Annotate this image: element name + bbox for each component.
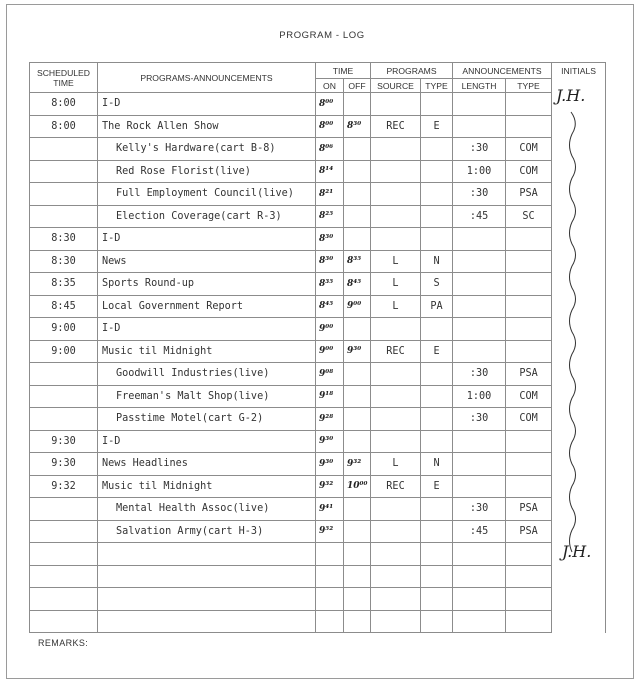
announcement-length-cell bbox=[453, 610, 506, 633]
time-on-cell: 9⁴¹ bbox=[316, 498, 344, 521]
time-off-cell: 9³⁰ bbox=[344, 340, 371, 363]
program-source-cell bbox=[371, 610, 421, 633]
header-time: TIME bbox=[316, 63, 371, 79]
header-initials: INITIALS bbox=[552, 63, 606, 93]
header-announcements: ANNOUNCEMENTS bbox=[453, 63, 552, 79]
time-off-cell: 8³⁵ bbox=[344, 250, 371, 273]
program-type-cell bbox=[421, 385, 453, 408]
time-on-cell bbox=[316, 588, 344, 611]
initials-cell bbox=[552, 520, 606, 543]
program-source-cell bbox=[371, 385, 421, 408]
program-cell: Kelly's Hardware(cart B-8) bbox=[98, 138, 316, 161]
time-on-cell: 8⁰⁰ bbox=[316, 115, 344, 138]
program-type-cell bbox=[421, 363, 453, 386]
announcement-length-cell bbox=[453, 273, 506, 296]
time-on-cell: 9¹⁸ bbox=[316, 385, 344, 408]
program-type-cell bbox=[421, 228, 453, 251]
program-cell: News bbox=[98, 250, 316, 273]
announcement-length-cell bbox=[453, 430, 506, 453]
announcement-length-cell bbox=[453, 475, 506, 498]
program-cell: News Headlines bbox=[98, 453, 316, 476]
header-on: ON bbox=[316, 79, 344, 93]
announcement-length-cell bbox=[453, 295, 506, 318]
time-on-cell: 8¹⁴ bbox=[316, 160, 344, 183]
announcement-type-cell: COM bbox=[506, 408, 552, 431]
program-type-cell bbox=[421, 408, 453, 431]
program-cell: Mental Health Assoc(live) bbox=[98, 498, 316, 521]
announcement-length-cell: :30 bbox=[453, 498, 506, 521]
announcement-length-cell bbox=[453, 228, 506, 251]
scheduled-time-cell: 8:00 bbox=[30, 115, 98, 138]
log-row bbox=[30, 565, 606, 588]
log-row bbox=[30, 93, 606, 116]
program-cell: Local Government Report bbox=[98, 295, 316, 318]
time-off-cell bbox=[344, 498, 371, 521]
program-source-cell bbox=[371, 498, 421, 521]
initials-cell bbox=[552, 205, 606, 228]
announcement-type-cell: PSA bbox=[506, 183, 552, 206]
time-off-cell bbox=[344, 430, 371, 453]
header-off: OFF bbox=[344, 79, 371, 93]
initials-cell bbox=[552, 115, 606, 138]
program-source-cell: L bbox=[371, 273, 421, 296]
log-row bbox=[30, 408, 606, 431]
program-cell bbox=[98, 543, 316, 566]
time-on-cell: 8³⁵ bbox=[316, 273, 344, 296]
log-row bbox=[30, 205, 606, 228]
time-on-cell: 8⁰⁶ bbox=[316, 138, 344, 161]
log-row bbox=[30, 385, 606, 408]
initials-cell bbox=[552, 453, 606, 476]
time-off-cell bbox=[344, 228, 371, 251]
time-on-cell: 9⁵² bbox=[316, 520, 344, 543]
announcement-type-cell bbox=[506, 228, 552, 251]
announcement-length-cell bbox=[453, 115, 506, 138]
program-source-cell bbox=[371, 205, 421, 228]
initials-cell bbox=[552, 430, 606, 453]
announcement-length-cell bbox=[453, 318, 506, 341]
announcement-length-cell: 1:00 bbox=[453, 160, 506, 183]
log-row bbox=[30, 520, 606, 543]
program-cell bbox=[98, 565, 316, 588]
program-type-cell: E bbox=[421, 475, 453, 498]
time-off-cell bbox=[344, 363, 371, 386]
announcement-type-cell bbox=[506, 93, 552, 116]
initials-cell bbox=[552, 138, 606, 161]
announcement-type-cell bbox=[506, 588, 552, 611]
header-length: LENGTH bbox=[453, 79, 506, 93]
program-source-cell bbox=[371, 138, 421, 161]
log-row bbox=[30, 250, 606, 273]
announcement-type-cell bbox=[506, 273, 552, 296]
program-type-cell bbox=[421, 430, 453, 453]
initials-cell bbox=[552, 318, 606, 341]
program-type-cell: N bbox=[421, 250, 453, 273]
page-title: PROGRAM - LOG bbox=[279, 30, 365, 41]
scheduled-time-cell bbox=[30, 565, 98, 588]
time-on-cell: 9⁰⁸ bbox=[316, 363, 344, 386]
program-cell bbox=[98, 588, 316, 611]
time-on-cell bbox=[316, 610, 344, 633]
time-off-cell bbox=[344, 408, 371, 431]
program-cell: Passtime Motel(cart G-2) bbox=[98, 408, 316, 431]
time-off-cell bbox=[344, 543, 371, 566]
time-on-cell bbox=[316, 565, 344, 588]
program-cell: Music til Midnight bbox=[98, 340, 316, 363]
scheduled-time-cell bbox=[30, 385, 98, 408]
log-row bbox=[30, 183, 606, 206]
time-on-cell bbox=[316, 543, 344, 566]
initials-cell bbox=[552, 340, 606, 363]
initials-cell bbox=[552, 610, 606, 633]
scheduled-time-cell bbox=[30, 588, 98, 611]
program-type-cell: N bbox=[421, 453, 453, 476]
log-body bbox=[30, 93, 606, 633]
initials-cell bbox=[552, 498, 606, 521]
time-off-cell bbox=[344, 520, 371, 543]
time-on-cell: 9³⁰ bbox=[316, 430, 344, 453]
program-cell: I-D bbox=[98, 318, 316, 341]
time-on-cell: 8⁰⁰ bbox=[316, 93, 344, 116]
scheduled-time-cell bbox=[30, 160, 98, 183]
initials-cell bbox=[552, 273, 606, 296]
time-on-cell: 9³² bbox=[316, 475, 344, 498]
announcement-type-cell: COM bbox=[506, 385, 552, 408]
program-cell: Election Coverage(cart R-3) bbox=[98, 205, 316, 228]
log-row bbox=[30, 543, 606, 566]
time-off-cell bbox=[344, 205, 371, 228]
announcement-length-cell bbox=[453, 588, 506, 611]
program-cell: Sports Round-up bbox=[98, 273, 316, 296]
program-source-cell: L bbox=[371, 453, 421, 476]
program-cell: Red Rose Florist(live) bbox=[98, 160, 316, 183]
initials-cell bbox=[552, 228, 606, 251]
time-on-cell: 8³⁰ bbox=[316, 228, 344, 251]
initials-cell bbox=[552, 160, 606, 183]
log-row bbox=[30, 318, 606, 341]
announcement-length-cell: 1:00 bbox=[453, 385, 506, 408]
log-row bbox=[30, 160, 606, 183]
announcement-type-cell bbox=[506, 475, 552, 498]
remarks-label: REMARKS: bbox=[38, 638, 89, 648]
program-type-cell: PA bbox=[421, 295, 453, 318]
time-off-cell bbox=[344, 93, 371, 116]
header-program-type: TYPE bbox=[421, 79, 453, 93]
log-row bbox=[30, 340, 606, 363]
announcement-type-cell bbox=[506, 610, 552, 633]
time-off-cell bbox=[344, 318, 371, 341]
time-off-cell: 8⁴⁵ bbox=[344, 273, 371, 296]
scheduled-time-cell: 9:00 bbox=[30, 318, 98, 341]
scheduled-time-cell bbox=[30, 183, 98, 206]
program-type-cell bbox=[421, 610, 453, 633]
announcement-type-cell bbox=[506, 250, 552, 273]
program-cell: The Rock Allen Show bbox=[98, 115, 316, 138]
program-cell: Full Employment Council(live) bbox=[98, 183, 316, 206]
program-type-cell bbox=[421, 543, 453, 566]
announcement-length-cell: :45 bbox=[453, 520, 506, 543]
program-source-cell bbox=[371, 363, 421, 386]
program-cell: I-D bbox=[98, 93, 316, 116]
initials-cell bbox=[552, 408, 606, 431]
log-row bbox=[30, 295, 606, 318]
announcement-length-cell bbox=[453, 93, 506, 116]
time-off-cell bbox=[344, 183, 371, 206]
program-source-cell bbox=[371, 183, 421, 206]
program-source-cell bbox=[371, 565, 421, 588]
program-source-cell bbox=[371, 318, 421, 341]
time-on-cell: 9²⁸ bbox=[316, 408, 344, 431]
log-row bbox=[30, 430, 606, 453]
scheduled-time-cell bbox=[30, 610, 98, 633]
program-type-cell: E bbox=[421, 115, 453, 138]
program-type-cell: S bbox=[421, 273, 453, 296]
log-row bbox=[30, 138, 606, 161]
scheduled-time-cell: 9:30 bbox=[30, 430, 98, 453]
program-source-cell: REC bbox=[371, 115, 421, 138]
time-on-cell: 9³⁰ bbox=[316, 453, 344, 476]
program-type-cell bbox=[421, 183, 453, 206]
announcement-type-cell: COM bbox=[506, 160, 552, 183]
initials-cell bbox=[552, 565, 606, 588]
scheduled-time-cell bbox=[30, 543, 98, 566]
program-cell: I-D bbox=[98, 430, 316, 453]
announcement-type-cell bbox=[506, 430, 552, 453]
program-cell: I-D bbox=[98, 228, 316, 251]
announcement-type-cell bbox=[506, 340, 552, 363]
initials-signature-end: J.H. bbox=[562, 542, 592, 561]
time-on-cell: 9⁰⁰ bbox=[316, 318, 344, 341]
time-off-cell bbox=[344, 610, 371, 633]
time-on-cell: 8³⁰ bbox=[316, 250, 344, 273]
time-off-cell: 9³² bbox=[344, 453, 371, 476]
log-row bbox=[30, 115, 606, 138]
announcement-type-cell: PSA bbox=[506, 520, 552, 543]
program-source-cell: REC bbox=[371, 475, 421, 498]
announcement-type-cell bbox=[506, 318, 552, 341]
log-row bbox=[30, 453, 606, 476]
announcement-length-cell: :45 bbox=[453, 205, 506, 228]
scheduled-time-cell: 8:00 bbox=[30, 93, 98, 116]
program-log-table bbox=[29, 62, 606, 633]
scheduled-time-cell: 8:30 bbox=[30, 250, 98, 273]
program-source-cell: REC bbox=[371, 340, 421, 363]
announcement-type-cell bbox=[506, 453, 552, 476]
header-programs: PROGRAMS bbox=[371, 63, 453, 79]
announcement-type-cell: COM bbox=[506, 138, 552, 161]
program-type-cell: E bbox=[421, 340, 453, 363]
time-off-cell: 9⁰⁰ bbox=[344, 295, 371, 318]
scheduled-time-cell bbox=[30, 138, 98, 161]
announcement-type-cell: SC bbox=[506, 205, 552, 228]
time-off-cell bbox=[344, 385, 371, 408]
log-row bbox=[30, 363, 606, 386]
log-row bbox=[30, 228, 606, 251]
time-off-cell: 8³⁰ bbox=[344, 115, 371, 138]
scheduled-time-cell: 9:00 bbox=[30, 340, 98, 363]
time-off-cell bbox=[344, 588, 371, 611]
program-source-cell bbox=[371, 543, 421, 566]
program-cell: Salvation Army(cart H-3) bbox=[98, 520, 316, 543]
program-source-cell bbox=[371, 588, 421, 611]
header-announcement-type: TYPE bbox=[506, 79, 552, 93]
announcement-type-cell bbox=[506, 543, 552, 566]
announcement-length-cell bbox=[453, 565, 506, 588]
time-off-cell: 10⁰⁰ bbox=[344, 475, 371, 498]
announcement-type-cell bbox=[506, 295, 552, 318]
announcement-length-cell bbox=[453, 453, 506, 476]
time-on-cell: 8²¹ bbox=[316, 183, 344, 206]
program-type-cell bbox=[421, 160, 453, 183]
announcement-length-cell bbox=[453, 543, 506, 566]
program-source-cell bbox=[371, 520, 421, 543]
time-off-cell bbox=[344, 138, 371, 161]
time-on-cell: 8²⁵ bbox=[316, 205, 344, 228]
program-cell: Freeman's Malt Shop(live) bbox=[98, 385, 316, 408]
program-type-cell bbox=[421, 588, 453, 611]
announcement-length-cell bbox=[453, 340, 506, 363]
header-programs-announcements: PROGRAMS-ANNOUNCEMENTS bbox=[98, 63, 316, 93]
program-source-cell bbox=[371, 93, 421, 116]
program-cell: Music til Midnight bbox=[98, 475, 316, 498]
initials-cell bbox=[552, 363, 606, 386]
scheduled-time-cell: 9:30 bbox=[30, 453, 98, 476]
initials-cell bbox=[552, 475, 606, 498]
scheduled-time-cell bbox=[30, 205, 98, 228]
scheduled-time-cell bbox=[30, 363, 98, 386]
header-source: SOURCE bbox=[371, 79, 421, 93]
log-row bbox=[30, 475, 606, 498]
program-source-cell bbox=[371, 430, 421, 453]
initials-signature-start: J.H. bbox=[556, 86, 586, 105]
initials-cell bbox=[552, 183, 606, 206]
time-off-cell bbox=[344, 565, 371, 588]
scheduled-time-cell: 8:30 bbox=[30, 228, 98, 251]
announcement-length-cell: :30 bbox=[453, 138, 506, 161]
program-type-cell bbox=[421, 205, 453, 228]
initials-cell bbox=[552, 250, 606, 273]
program-source-cell bbox=[371, 160, 421, 183]
program-source-cell bbox=[371, 408, 421, 431]
announcement-length-cell: :30 bbox=[453, 183, 506, 206]
time-on-cell: 8⁴⁵ bbox=[316, 295, 344, 318]
announcement-type-cell: PSA bbox=[506, 498, 552, 521]
initials-cell bbox=[552, 385, 606, 408]
program-cell: Goodwill Industries(live) bbox=[98, 363, 316, 386]
time-on-cell: 9⁰⁰ bbox=[316, 340, 344, 363]
program-source-cell: L bbox=[371, 250, 421, 273]
program-cell bbox=[98, 610, 316, 633]
log-row bbox=[30, 498, 606, 521]
header-scheduled-time: SCHEDULED TIME bbox=[30, 63, 98, 93]
program-type-cell bbox=[421, 498, 453, 521]
announcement-type-cell bbox=[506, 115, 552, 138]
log-row bbox=[30, 273, 606, 296]
announcement-type-cell: PSA bbox=[506, 363, 552, 386]
initials-cell bbox=[552, 295, 606, 318]
initials-cell bbox=[552, 588, 606, 611]
program-type-cell bbox=[421, 318, 453, 341]
log-row bbox=[30, 610, 606, 633]
program-type-cell bbox=[421, 93, 453, 116]
announcement-length-cell bbox=[453, 250, 506, 273]
program-source-cell: L bbox=[371, 295, 421, 318]
announcement-type-cell bbox=[506, 565, 552, 588]
program-source-cell bbox=[371, 228, 421, 251]
scheduled-time-cell bbox=[30, 498, 98, 521]
program-type-cell bbox=[421, 565, 453, 588]
scheduled-time-cell: 8:35 bbox=[30, 273, 98, 296]
announcement-length-cell: :30 bbox=[453, 408, 506, 431]
scheduled-time-cell: 8:45 bbox=[30, 295, 98, 318]
scheduled-time-cell bbox=[30, 520, 98, 543]
program-type-cell bbox=[421, 138, 453, 161]
scheduled-time-cell: 9:32 bbox=[30, 475, 98, 498]
program-type-cell bbox=[421, 520, 453, 543]
log-row bbox=[30, 588, 606, 611]
time-off-cell bbox=[344, 160, 371, 183]
announcement-length-cell: :30 bbox=[453, 363, 506, 386]
scheduled-time-cell bbox=[30, 408, 98, 431]
